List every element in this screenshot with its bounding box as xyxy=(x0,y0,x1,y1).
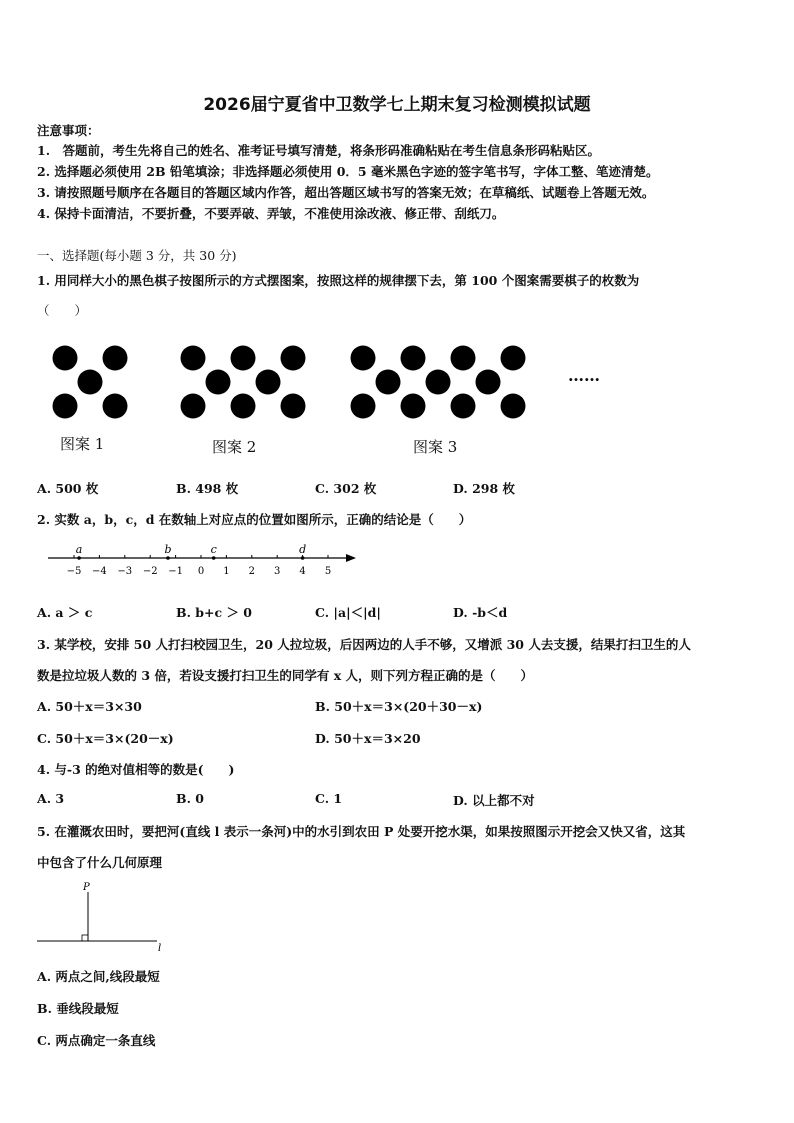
q3-stem-line-2: 数是拉垃圾人数的 3 倍，若设支援打扫卫生的同学有 x 人，则下列方程正确的是（ ） xyxy=(37,668,534,683)
q3-stem-line-1: 3. 某学校，安排 50 人打扫校园卫生，20 人拉垃圾，后因两边的人手不够，又增派 30 人去支援，结果打扫卫生的人 xyxy=(37,637,691,652)
tick-label: −4 xyxy=(92,566,107,577)
tick-label: 0 xyxy=(197,566,205,577)
notice-item-4: 4. 保持卡面清洁，不要折叠，不要弄破、弄皱，不准使用涂改液、修正带、刮纸刀。 xyxy=(37,206,505,221)
q5-stem-line-2: 中包含了什么几何原理 xyxy=(37,855,163,870)
tick-label: 3 xyxy=(274,566,281,577)
q2-stem: 2. 实数 a，b，c，d 在数轴上对应点的位置如图所示，正确的结论是（ ） xyxy=(37,512,472,527)
point-c-label: c xyxy=(210,543,217,556)
q1-stem: 1. 用同样大小的黑色棋子按图所示的方式摆图案，按照这样的规律摆下去，第 100 个图案需要棋子的枚数为 xyxy=(37,273,640,288)
q1-paren: （ ） xyxy=(37,303,88,318)
notice-item-1: 1. 答题前，考生先将自己的姓名、准考证号填写清楚，将条形码准确粘贴在考生信息条形码粘贴区。 xyxy=(37,143,601,158)
q2-option-a: A. a ＞ c xyxy=(37,605,93,620)
point-b xyxy=(166,556,170,560)
q5-stem-line-1: 5. 在灌溉农田时，要把河(直线 l 表示一条河)中的水引到农田 P 处要开挖水渠，如果按照图示开挖会又快又省，这其 xyxy=(37,824,686,839)
q4-stem: 4. 与-3 的绝对值相等的数是( ) xyxy=(37,762,235,777)
q1-option-c: C. 302 枚 xyxy=(315,481,377,496)
q5-option-c: C. 两点确定一条直线 xyxy=(37,1033,156,1048)
line-l-label: l xyxy=(158,943,162,953)
q1-option-b: B. 498 枚 xyxy=(176,481,239,496)
q5-figure xyxy=(35,878,175,953)
tick-label: 2 xyxy=(248,566,255,577)
tick-label: −2 xyxy=(142,566,158,577)
q3-option-c: C. 50＋x＝3×(20－x) xyxy=(37,731,174,746)
point-a-label: a xyxy=(75,543,83,556)
tick-label: 1 xyxy=(223,566,230,577)
pattern-3-label: 图案 3 xyxy=(413,438,458,456)
q1-ellipsis: …… xyxy=(568,366,600,385)
q3-option-a: A. 50＋x＝3×30 xyxy=(37,699,142,714)
q1-option-a: A. 500 枚 xyxy=(37,481,99,496)
q4-option-c: C. 1 xyxy=(315,791,343,806)
number-line xyxy=(40,540,370,585)
q5-option-b: B. 垂线段最短 xyxy=(37,1001,119,1016)
section-heading: 一、选择题(每小题 3 分，共 30 分) xyxy=(37,248,237,263)
q5-option-a: A. 两点之间,线段最短 xyxy=(37,969,160,984)
q2-option-b: B. b+c ＞ 0 xyxy=(176,605,252,620)
notice-item-2: 2. 选择题必须使用 2B 铅笔填涂；非选择题必须使用 0．5 毫米黑色字迹的签字笔书写，字体工整、笔迹清楚。 xyxy=(37,164,659,179)
q4-option-a: A. 3 xyxy=(37,791,65,806)
point-d-label: d xyxy=(299,543,307,556)
pattern-2 xyxy=(181,346,306,419)
point-c xyxy=(212,556,216,560)
q3-option-d: D. 50＋x＝3×20 xyxy=(315,731,421,746)
notice-heading: 注意事项： xyxy=(37,123,100,138)
q3-option-b: B. 50＋x＝3×(20＋30－x) xyxy=(315,699,483,714)
notice-item-3: 3. 请按照题号顺序在各题目的答题区域内作答，超出答题区域书写的答案无效；在草稿纸、试题卷上答题无效。 xyxy=(37,185,655,200)
pattern-1-label: 图案 1 xyxy=(60,435,105,453)
q1-figure xyxy=(40,338,640,423)
point-p-label: P xyxy=(83,882,90,893)
pattern-2-label: 图案 2 xyxy=(212,438,257,456)
q4-option-b: B. 0 xyxy=(176,791,204,806)
tick-label: 4 xyxy=(299,566,306,577)
tick-label: −5 xyxy=(66,566,82,577)
point-a xyxy=(77,556,81,560)
q4-option-d: D. 以上都不对 xyxy=(453,793,535,808)
arrow-icon xyxy=(346,554,356,562)
tick-label: 5 xyxy=(324,566,332,577)
q2-option-c: C. |a|＜|d| xyxy=(315,605,381,620)
pattern-1 xyxy=(53,346,128,419)
q2-option-d: D. -b＜d xyxy=(453,605,508,620)
point-d xyxy=(301,556,305,560)
right-angle-icon xyxy=(82,935,88,941)
q1-option-d: D. 298 枚 xyxy=(453,481,516,496)
point-b-label: b xyxy=(164,543,172,556)
tick-label: −1 xyxy=(168,566,183,577)
page-title: 2026届宁夏省中卫数学七上期末复习检测模拟试题 xyxy=(203,95,591,115)
pattern-3 xyxy=(351,346,526,419)
tick-label: −3 xyxy=(117,566,133,577)
